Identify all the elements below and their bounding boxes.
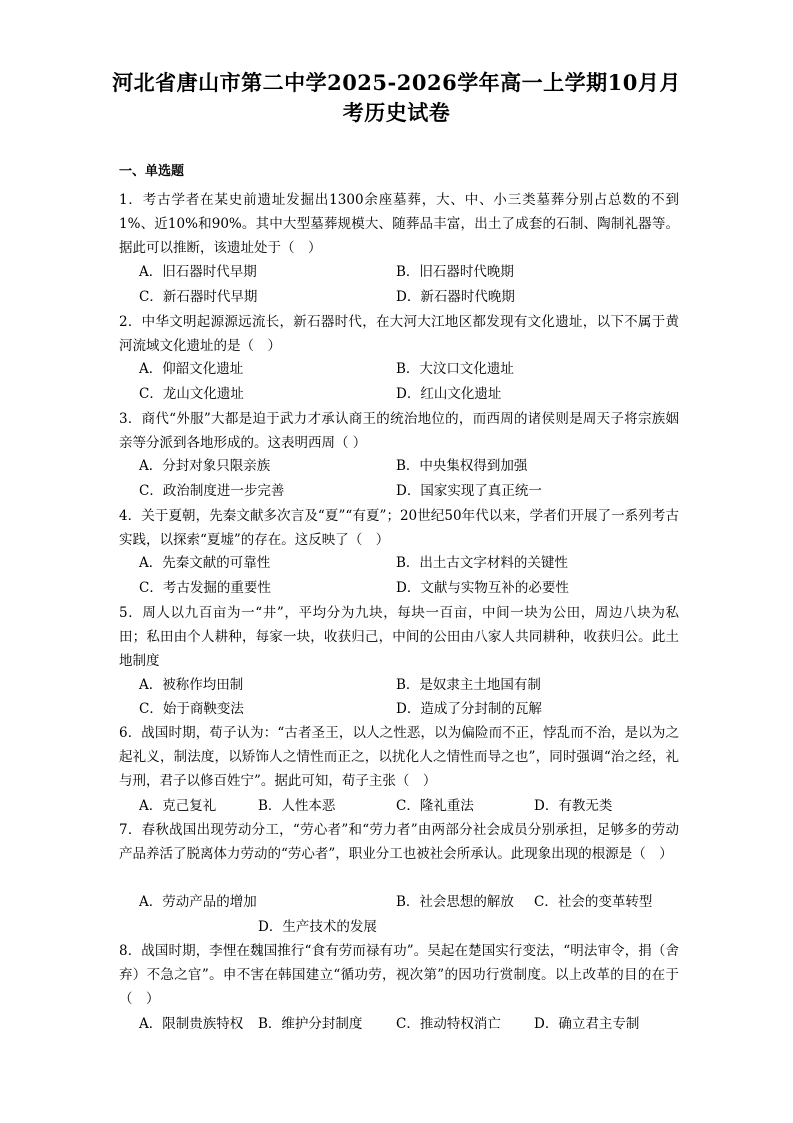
question-6-option-b: B．人性本恶 bbox=[258, 798, 336, 814]
question-4-stem: 4．关于夏朝，先秦文献多次言及“夏”“有夏”；20世纪50年代以来，学者们开展了一系列考古实践，以探索“夏墟”的存在。这反映了（ ） bbox=[119, 508, 679, 548]
title-line-1: 河北省唐山市第二中学2025-2026学年高一上学期10月月 bbox=[112, 70, 681, 95]
question-1-option-c: C．新石器时代早期 bbox=[139, 289, 258, 305]
question-6-option-d: D．有教无类 bbox=[534, 798, 613, 814]
exam-title bbox=[60, 68, 733, 128]
question-4-option-a: A．先秦文献的可靠性 bbox=[139, 555, 271, 571]
question-5-stem: 5．周人以九百亩为一“井”，平均分为九块，每块一百亩，中间一块为公田，周边八块为私田；私田由个人耕种，每家一块，收获归己，中间的公田由八家人共同耕种，收获归公。此土地制度 bbox=[119, 605, 679, 669]
question-5-option-c: C．始于商鞅变法 bbox=[139, 701, 244, 717]
question-2-option-c: C．龙山文化遗址 bbox=[139, 386, 244, 402]
question-8-option-a: A．限制贵族特权 bbox=[139, 1016, 244, 1032]
question-7-option-d: D．生产技术的发展 bbox=[258, 919, 377, 935]
question-7-stem: 7．春秋战国出现劳动分工，“劳心者”和“劳力者”由两部分社会成员分别承担，足够多的劳动产品养活了脱离体力劳动的“劳心者”，职业分工也被社会所承认。此现象出现的根源是（ ） bbox=[119, 822, 679, 862]
question-4-option-c: C．考古发掘的重要性 bbox=[139, 580, 271, 596]
title-line-2: 考历史试卷 bbox=[342, 100, 451, 125]
question-1-option-d: D．新石器时代晚期 bbox=[396, 289, 515, 305]
question-5-option-b: B．是奴隶主土地国有制 bbox=[396, 677, 541, 693]
question-4-option-b: B．出土古文字材料的关键性 bbox=[396, 555, 568, 571]
question-6-option-a: A．克己复礼 bbox=[139, 798, 217, 814]
question-2-stem: 2．中华文明起源源远流长，新石器时代，在大河大江地区都发现有文化遗址，以下不属于黄河流域文化遗址的是（ ） bbox=[119, 314, 679, 354]
question-5-option-d: D．造成了分封制的瓦解 bbox=[396, 701, 542, 717]
question-6-stem: 6．战国时期，荀子认为：“古者圣王，以人之性恶，以为偏险而不正，悖乱而不治，是以为之起礼义，制法度，以矫饰人之情性而正之，以扰化人之情性而导之也”，同时强调“治之经，礼与刑，君子以修百姓宁”。据此可知，荀子主张（ ） bbox=[119, 725, 679, 789]
question-3-stem: 3．商代“外服”大都是迫于武力才承认商王的统治地位的，而西周的诸侯则是周天子将宗族姻亲等分派到各地形成的。这表明西周（ ） bbox=[119, 411, 679, 451]
question-8-option-b: B．维护分封制度 bbox=[258, 1016, 363, 1032]
section-heading: 一、单选题 bbox=[119, 164, 185, 179]
question-2-option-b: B．大汶口文化遗址 bbox=[396, 361, 514, 377]
question-6-option-c: C．隆礼重法 bbox=[396, 798, 474, 814]
question-1-option-b: B．旧石器时代晚期 bbox=[396, 264, 514, 280]
question-1-option-a: A．旧石器时代早期 bbox=[139, 264, 257, 280]
question-1-stem: 1．考古学者在某史前遗址发掘出1300余座墓葬，大、中、小三类墓葬分别占总数的不到1%、近10%和90%。其中大型墓葬规模大、随葬品丰富，出土了成套的石制、陶制礼器等。据此可以推断，该遗址处于（ ） bbox=[119, 192, 679, 256]
question-3-option-d: D．国家实现了真正统一 bbox=[396, 483, 542, 499]
question-3-option-b: B．中央集权得到加强 bbox=[396, 458, 528, 474]
question-2-option-d: D．红山文化遗址 bbox=[396, 386, 502, 402]
question-8-stem: 8．战国时期，李悝在魏国推行“食有劳而禄有功”。吴起在楚国实行变法，“明法审令，捐（舍弃）不急之官”。申不害在韩国建立“循功劳，视次第”的因功行赏制度。以上改革的目的在于（ ） bbox=[119, 943, 679, 1007]
question-5-option-a: A．被称作均田制 bbox=[139, 677, 244, 693]
question-4-option-d: D．文献与实物互补的必要性 bbox=[396, 580, 569, 596]
question-8-option-c: C．推动特权消亡 bbox=[396, 1016, 501, 1032]
question-3-option-a: A．分封对象只限亲族 bbox=[139, 458, 271, 474]
question-3-option-c: C．政治制度进一步完善 bbox=[139, 483, 285, 499]
question-7-option-b: B．社会思想的解放 bbox=[396, 894, 514, 910]
question-7-option-a: A．劳动产品的增加 bbox=[139, 894, 257, 910]
question-7-option-c: C．社会的变革转型 bbox=[534, 894, 653, 910]
question-2-option-a: A．仰韶文化遗址 bbox=[139, 361, 244, 377]
question-8-option-d: D．确立君主专制 bbox=[534, 1016, 640, 1032]
